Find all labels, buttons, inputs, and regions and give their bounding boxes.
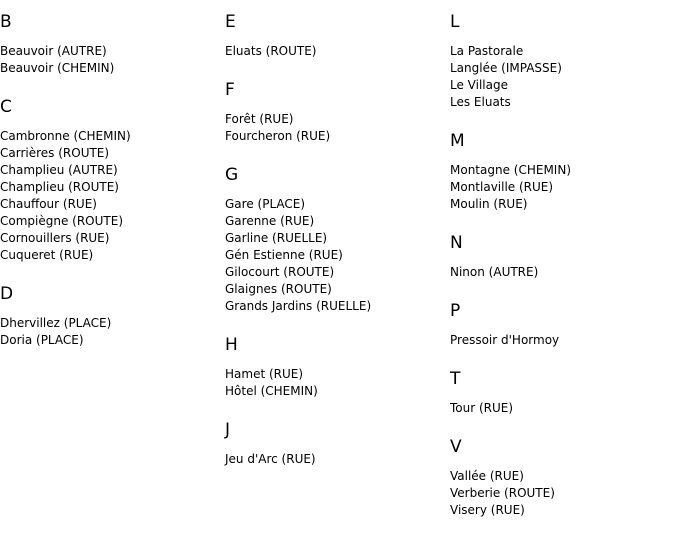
letter-heading: C: [0, 97, 12, 117]
street-list: [450, 332, 559, 349]
letter-group-f: [225, 80, 330, 145]
street-item[interactable]: Chauffour (RUE): [0, 197, 97, 211]
street-list: [450, 468, 555, 519]
letter-heading: L: [450, 12, 460, 32]
letter-group-t: [450, 369, 513, 417]
street-list: [0, 315, 111, 349]
street-item[interactable]: Cornouillers (RUE): [0, 231, 110, 245]
street-item[interactable]: La Pastorale: [450, 44, 524, 58]
letter-heading: G: [225, 165, 239, 185]
letter-group-j: [225, 420, 316, 468]
letter-group-m: [450, 131, 571, 213]
letter-heading: N: [450, 233, 463, 253]
street-item[interactable]: Beauvoir (AUTRE): [0, 44, 107, 58]
street-item[interactable]: Fourcheron (RUE): [225, 129, 331, 143]
street-item[interactable]: Gare (PLACE): [225, 197, 306, 211]
street-item[interactable]: Jeu d'Arc (RUE): [225, 452, 316, 466]
letter-group-b: [0, 12, 114, 77]
street-item[interactable]: Grands Jardins (RUELLE): [225, 299, 372, 313]
street-list: [450, 162, 571, 213]
street-list: [450, 264, 538, 281]
letter-heading: E: [225, 12, 236, 32]
street-item[interactable]: Montagne (CHEMIN): [450, 163, 571, 177]
letter-group-v: [450, 437, 555, 519]
street-item[interactable]: Verberie (ROUTE): [450, 486, 555, 500]
street-item[interactable]: Cambronne (CHEMIN): [0, 129, 131, 143]
street-item[interactable]: Cuqueret (RUE): [0, 248, 94, 262]
street-item[interactable]: Gén Estienne (RUE): [225, 248, 343, 262]
street-list: [225, 366, 318, 400]
street-item[interactable]: Champlieu (ROUTE): [0, 180, 119, 194]
street-item[interactable]: Champlieu (AUTRE): [0, 163, 118, 177]
letter-heading: V: [450, 437, 462, 457]
street-item[interactable]: Hamet (RUE): [225, 367, 304, 381]
street-item[interactable]: Les Eluats: [450, 95, 511, 109]
street-item[interactable]: Montlaville (RUE): [450, 180, 554, 194]
street-item[interactable]: Doria (PLACE): [0, 333, 84, 347]
letter-group-d: [0, 284, 111, 349]
letter-group-g: [225, 165, 371, 315]
street-list: [450, 43, 562, 111]
letter-group-e: [225, 12, 317, 60]
street-item[interactable]: Ninon (AUTRE): [450, 265, 539, 279]
street-list: [225, 43, 317, 60]
letter-heading: J: [225, 420, 231, 440]
street-item[interactable]: Eluats (ROUTE): [225, 44, 317, 58]
street-item[interactable]: Dhervillez (PLACE): [0, 316, 112, 330]
street-item[interactable]: Vallée (RUE): [450, 469, 524, 483]
street-item[interactable]: Moulin (RUE): [450, 197, 528, 211]
letter-heading: D: [0, 284, 14, 304]
street-item[interactable]: Le Village: [450, 78, 508, 92]
street-item[interactable]: Beauvoir (CHEMIN): [0, 61, 115, 75]
letter-group-c: [0, 97, 131, 264]
street-list: [0, 43, 114, 77]
letter-heading: B: [0, 12, 12, 32]
street-list: [225, 451, 316, 468]
street-item[interactable]: Langlée (IMPASSE): [450, 61, 562, 75]
letter-heading: P: [450, 301, 461, 321]
street-list: [0, 128, 131, 264]
street-list: [225, 196, 371, 315]
letter-heading: H: [225, 335, 238, 355]
street-item[interactable]: Hôtel (CHEMIN): [225, 384, 318, 398]
street-item[interactable]: Visery (RUE): [450, 503, 525, 517]
street-item[interactable]: Carrières (ROUTE): [0, 146, 110, 160]
street-item[interactable]: Glaignes (ROUTE): [225, 282, 332, 296]
street-item[interactable]: Pressoir d'Hormoy: [450, 333, 560, 347]
street-item[interactable]: Tour (RUE): [450, 401, 514, 415]
letter-group-p: [450, 301, 559, 349]
letter-heading: M: [450, 131, 465, 151]
letter-group-n: [450, 233, 538, 281]
street-item[interactable]: Gilocourt (ROUTE): [225, 265, 335, 279]
letter-group-l: [450, 12, 562, 111]
street-list: [450, 400, 513, 417]
letter-group-h: [225, 335, 318, 400]
street-item[interactable]: Garenne (RUE): [225, 214, 315, 228]
letter-heading: T: [450, 369, 461, 389]
street-item[interactable]: Compiègne (ROUTE): [0, 214, 124, 228]
street-list: [225, 111, 330, 145]
street-item[interactable]: Garline (RUELLE): [225, 231, 328, 245]
street-item[interactable]: Forêt (RUE): [225, 112, 294, 126]
letter-heading: F: [225, 80, 235, 100]
